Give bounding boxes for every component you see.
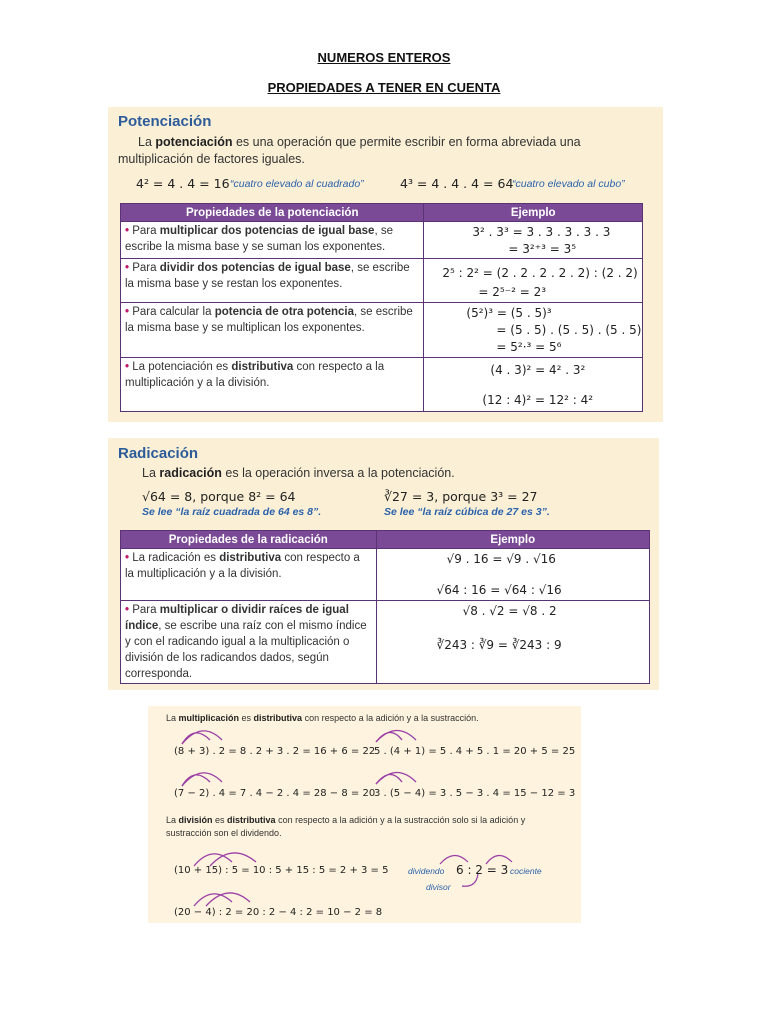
potenciacion-example-cube: 4³ = 4 . 4 . 4 = 64 [400,176,514,191]
multiplication-rule: La multiplicación es distributiva con respecto a la adición y a la sustracción. [166,713,479,723]
division-diagram: 6 : 2 = 3 [456,863,509,877]
document-title: NUMEROS ENTEROS [317,50,451,65]
radicacion-intro: La radicación es la operación inversa a la potenciación. [142,466,455,480]
radicacion-example-cube-root: ∛27 = 3, porque 3³ = 27 [384,489,538,504]
table-header-properties: Propiedades de la potenciación [121,204,424,222]
divisor-label: divisor [426,882,451,892]
multiplication-example: 5 . (4 + 1) = 5 . 4 + 5 . 1 = 20 + 5 = 25 [374,746,576,757]
division-rule: La división es distributiva con respecto a la adición y a la sustracción solo si la adición y sustracción son el dividendo. [166,815,526,838]
arrow-arc-icon [372,768,432,788]
property-example: √9 . 16 = √9 . √16 √64 : 16 = √64 : √16 [376,549,649,601]
property-text: • La potenciación es distributiva con respecto a la multiplicación y a la división. [121,358,424,412]
document-subtitle: PROPIEDADES A TENER EN CUENTA [267,80,501,95]
radicacion-example-cube-root-caption: Se lee “la raíz cúbica de 27 es 3”. [384,506,550,518]
potenciacion-panel [108,107,663,422]
arrow-arc-icon [188,886,268,908]
property-example: 2⁵ : 2² = (2 . 2 . 2 . 2 . 2) : (2 . 2) = 2⁵⁻² = 2³ [424,259,643,303]
table-row [121,358,643,412]
arrow-arc-icon [372,726,432,746]
table-row [121,549,650,601]
division-example: (20 − 4) : 2 = 20 : 2 − 4 : 2 = 10 − 2 = 8 [174,907,383,918]
distributiva-panel [148,706,581,923]
table-row [121,259,643,303]
dividendo-label: dividendo [408,866,445,876]
table-header-row [121,204,643,222]
table-row [121,601,650,684]
potenciacion-intro: La potenciación es una operación que permite escribir en forma abreviada una multiplicación de factores iguales. [118,135,581,166]
radicacion-properties-table [120,530,650,684]
potenciacion-properties-table [120,203,643,412]
potenciacion-example-square: 4² = 4 . 4 = 16 [136,176,230,191]
table-header-example: Ejemplo [376,531,649,549]
property-example: (4 . 3)² = 4² . 3² (12 : 4)² = 12² : 4² [424,358,643,412]
table-row [121,222,643,259]
property-example: 3² . 3³ = 3 . 3 . 3 . 3 . 3 = 3²⁺³ = 3⁵ [424,222,643,259]
arrow-arc-icon [176,768,236,788]
potenciacion-example-square-caption: “cuatro elevado al cuadrado” [230,178,364,190]
division-arrows-icon [432,844,532,894]
table-header-example: Ejemplo [424,204,643,222]
property-example: √8 . √2 = √8 . 2 ∛243 : ∛9 = ∛243 : 9 [376,601,649,684]
table-header-properties: Propiedades de la radicación [121,531,377,549]
property-text: • Para dividir dos potencias de igual base, se escribe la misma base y se restan los exponentes. [121,259,424,303]
radicacion-panel [108,438,659,690]
radicacion-example-square-root: √64 = 8, porque 8² = 64 [142,489,296,504]
potenciacion-heading: Potenciación [118,113,212,130]
property-text: • Para multiplicar dos potencias de igual base, se escribe la misma base y se suman los exponentes. [121,222,424,259]
radicacion-example-square-root-caption: Se lee “la raíz cuadrada de 64 es 8”. [142,506,322,518]
potenciacion-example-cube-caption: “cuatro elevado al cubo” [512,178,625,190]
multiplication-example: (7 − 2) . 4 = 7 . 4 − 2 . 4 = 28 − 8 = 20 [174,788,376,799]
property-text: • La radicación es distributiva con respecto a la multiplicación y a la división. [121,549,377,601]
division-example: (10 + 15) : 5 = 10 : 5 + 15 : 5 = 2 + 3 = 5 [174,865,389,876]
arrow-arc-icon [176,726,236,746]
radicacion-heading: Radicación [118,445,199,462]
cociente-label: cociente [510,866,542,876]
property-text: • Para multiplicar o dividir raíces de igual índice, se escribe una raíz con el mismo índice y con el radicando igual a la multiplicación o división de los radicandos dados, según corresponda. [121,601,377,684]
property-example: (5²)³ = (5 . 5)³ = (5 . 5) . (5 . 5) . (5 . 5) = 5²·³ = 5⁶ [424,303,643,358]
table-row [121,303,643,358]
table-header-row [121,531,650,549]
multiplication-example: (8 + 3) . 2 = 8 . 2 + 3 . 2 = 16 + 6 = 22 [174,746,376,757]
multiplication-example: 3 . (5 − 4) = 3 . 5 − 3 . 4 = 15 − 12 = 3 [374,788,576,799]
property-text: • Para calcular la potencia de otra potencia, se escribe la misma base y se multiplican los exponentes. [121,303,424,358]
